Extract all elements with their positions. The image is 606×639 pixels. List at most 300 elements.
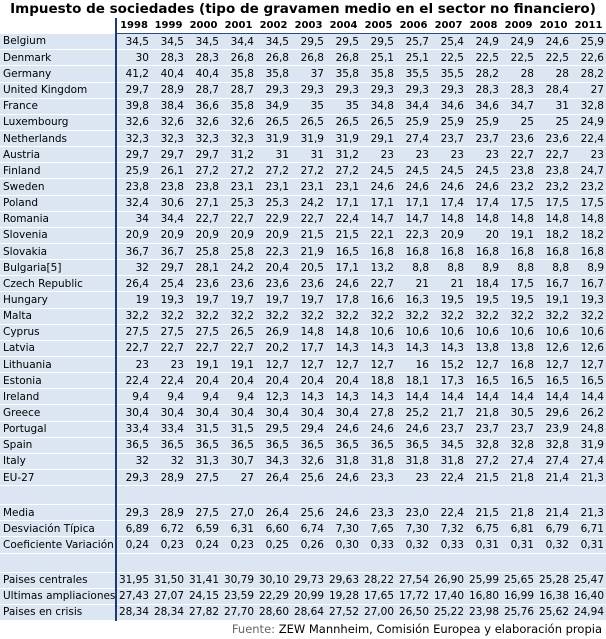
value-cell: 28,3 xyxy=(466,82,501,98)
spacer-cell xyxy=(186,553,221,572)
value-cell: 24,15 xyxy=(186,588,221,604)
row-label: Latvia xyxy=(0,340,116,356)
row-label: France xyxy=(0,98,116,114)
value-cell: 17,4 xyxy=(466,195,501,211)
value-cell: 14,3 xyxy=(326,340,361,356)
value-cell: 23,7 xyxy=(501,421,536,437)
value-cell: 28,34 xyxy=(151,604,186,620)
value-cell: 18,2 xyxy=(536,227,571,243)
value-cell: 34,4 xyxy=(151,211,186,227)
value-cell: 32,6 xyxy=(186,114,221,130)
value-cell: 40,4 xyxy=(186,66,221,82)
row-label: Malta xyxy=(0,308,116,324)
value-cell: 36,5 xyxy=(291,437,326,453)
value-cell: 27,07 xyxy=(151,588,186,604)
value-cell: 28,3 xyxy=(501,82,536,98)
value-cell: 16,38 xyxy=(536,588,571,604)
value-cell: 26,5 xyxy=(361,114,396,130)
country-row xyxy=(0,260,606,276)
value-cell: 14,3 xyxy=(396,340,431,356)
value-cell: 28,2 xyxy=(466,66,501,82)
value-cell: 25,76 xyxy=(501,604,536,620)
value-cell: 30,7 xyxy=(221,453,256,469)
value-cell: 26,5 xyxy=(256,114,291,130)
value-cell: 20,9 xyxy=(186,227,221,243)
value-cell: 16,8 xyxy=(396,243,431,259)
value-cell: 24,5 xyxy=(466,163,501,179)
value-cell: 23,1 xyxy=(326,179,361,195)
value-cell: 14,8 xyxy=(536,211,571,227)
value-cell: 29,4 xyxy=(291,421,326,437)
value-cell: 30 xyxy=(116,50,151,66)
value-cell: 34,5 xyxy=(186,34,221,50)
value-cell: 31,95 xyxy=(116,572,151,588)
value-cell: 23,8 xyxy=(151,179,186,195)
value-cell: 23 xyxy=(396,147,431,163)
value-cell: 30,4 xyxy=(116,405,151,421)
value-cell: 6,71 xyxy=(571,521,606,537)
value-cell: 34,4 xyxy=(221,34,256,50)
value-cell: 35,8 xyxy=(361,66,396,82)
value-cell: 23,2 xyxy=(571,179,606,195)
value-cell: 30,79 xyxy=(221,572,256,588)
value-cell: 17,1 xyxy=(361,195,396,211)
value-cell: 29,73 xyxy=(291,572,326,588)
table-body xyxy=(0,34,606,621)
value-cell: 19,1 xyxy=(186,356,221,372)
value-cell: 25,9 xyxy=(396,114,431,130)
value-cell: 27,5 xyxy=(151,324,186,340)
value-cell: 22,5 xyxy=(431,50,466,66)
value-cell: 22,7 xyxy=(221,340,256,356)
value-cell: 20,9 xyxy=(221,227,256,243)
spacer-cell xyxy=(256,553,291,572)
value-cell: 7,30 xyxy=(326,521,361,537)
value-cell: 14,8 xyxy=(466,211,501,227)
value-cell: 25,9 xyxy=(431,114,466,130)
value-cell: 16,5 xyxy=(571,373,606,389)
year-header: 2007 xyxy=(431,18,466,34)
value-cell: 9,4 xyxy=(116,389,151,405)
value-cell: 38,4 xyxy=(151,98,186,114)
stat-row xyxy=(0,505,606,521)
year-header: 2001 xyxy=(221,18,256,34)
value-cell: 31,3 xyxy=(186,453,221,469)
value-cell: 29,7 xyxy=(116,147,151,163)
value-cell: 20,9 xyxy=(256,227,291,243)
value-cell: 25,47 xyxy=(571,572,606,588)
value-cell: 23 xyxy=(431,147,466,163)
value-cell: 0,33 xyxy=(361,537,396,553)
value-cell: 22,7 xyxy=(536,147,571,163)
value-cell: 30,10 xyxy=(256,572,291,588)
value-cell: 27,2 xyxy=(221,163,256,179)
value-cell: 32,2 xyxy=(291,308,326,324)
spacer-cell xyxy=(361,553,396,572)
value-cell: 28,34 xyxy=(116,604,151,620)
value-cell: 26,1 xyxy=(151,163,186,179)
value-cell: 33,4 xyxy=(151,421,186,437)
country-row xyxy=(0,453,606,469)
country-row xyxy=(0,211,606,227)
spacer-cell xyxy=(466,486,501,505)
value-cell: 32,2 xyxy=(431,308,466,324)
value-cell: 0,25 xyxy=(256,537,291,553)
value-cell: 0,32 xyxy=(536,537,571,553)
value-cell: 32,2 xyxy=(256,308,291,324)
country-row xyxy=(0,324,606,340)
value-cell: 27,70 xyxy=(221,604,256,620)
value-cell: 17,1 xyxy=(326,260,361,276)
value-cell: 23 xyxy=(116,356,151,372)
value-cell: 34,6 xyxy=(431,98,466,114)
value-cell: 25,9 xyxy=(116,163,151,179)
year-header: 2004 xyxy=(326,18,361,34)
value-cell: 23,6 xyxy=(291,276,326,292)
value-cell: 22,29 xyxy=(256,588,291,604)
value-cell: 22,7 xyxy=(361,276,396,292)
value-cell: 17,5 xyxy=(501,276,536,292)
year-header: 2000 xyxy=(186,18,221,34)
value-cell: 12,7 xyxy=(256,356,291,372)
value-cell: 32 xyxy=(116,260,151,276)
value-cell: 31,2 xyxy=(221,147,256,163)
value-cell: 14,4 xyxy=(431,389,466,405)
value-cell: 19,1 xyxy=(536,292,571,308)
value-cell: 22,7 xyxy=(291,211,326,227)
value-cell: 27,5 xyxy=(116,324,151,340)
country-row xyxy=(0,82,606,98)
value-cell: 17,5 xyxy=(501,195,536,211)
value-cell: 27,43 xyxy=(116,588,151,604)
row-label: Estonia xyxy=(0,373,116,389)
spacer-cell xyxy=(501,553,536,572)
value-cell: 23,9 xyxy=(536,421,571,437)
spacer-cell xyxy=(501,486,536,505)
value-cell: 12,6 xyxy=(571,340,606,356)
value-cell: 12,7 xyxy=(361,356,396,372)
value-cell: 24,6 xyxy=(361,179,396,195)
row-label: Ireland xyxy=(0,389,116,405)
value-cell: 26,8 xyxy=(291,50,326,66)
value-cell: 0,24 xyxy=(116,537,151,553)
spacer-cell xyxy=(116,553,151,572)
value-cell: 28,9 xyxy=(151,469,186,485)
value-cell: 19,1 xyxy=(501,227,536,243)
value-cell: 24,6 xyxy=(431,179,466,195)
value-cell: 17,3 xyxy=(431,373,466,389)
value-cell: 32,3 xyxy=(116,130,151,146)
value-cell: 21,5 xyxy=(326,227,361,243)
value-cell: 6,72 xyxy=(151,521,186,537)
value-cell: 20,4 xyxy=(256,260,291,276)
table-title: Impuesto de sociedades (tipo de gravamen medio en el sector no financiero) xyxy=(10,1,596,17)
value-cell: 21,5 xyxy=(466,505,501,521)
value-cell: 6,79 xyxy=(536,521,571,537)
value-cell: 24,5 xyxy=(361,163,396,179)
value-cell: 26,4 xyxy=(256,469,291,485)
group-row xyxy=(0,604,606,620)
value-cell: 32,8 xyxy=(571,98,606,114)
country-row xyxy=(0,469,606,485)
value-cell: 22,3 xyxy=(396,227,431,243)
value-cell: 36,5 xyxy=(116,437,151,453)
value-cell: 36,6 xyxy=(186,98,221,114)
value-cell: 0,23 xyxy=(151,537,186,553)
value-cell: 39,8 xyxy=(116,98,151,114)
value-cell: 23,2 xyxy=(536,179,571,195)
value-cell: 35,5 xyxy=(431,66,466,82)
country-row xyxy=(0,179,606,195)
value-cell: 24,6 xyxy=(466,179,501,195)
value-cell: 0,31 xyxy=(466,537,501,553)
value-cell: 28,3 xyxy=(151,50,186,66)
value-cell: 25,1 xyxy=(396,50,431,66)
value-cell: 36,7 xyxy=(151,243,186,259)
value-cell: 7,30 xyxy=(396,521,431,537)
value-cell: 17,8 xyxy=(326,292,361,308)
year-header-row xyxy=(0,18,606,34)
value-cell: 12,7 xyxy=(326,356,361,372)
value-cell: 21 xyxy=(431,276,466,292)
value-cell: 25 xyxy=(501,114,536,130)
value-cell: 29,5 xyxy=(326,34,361,50)
value-cell: 34,8 xyxy=(361,98,396,114)
value-cell: 12,3 xyxy=(256,389,291,405)
value-cell: 32,2 xyxy=(326,308,361,324)
country-row xyxy=(0,163,606,179)
value-cell: 16 xyxy=(396,356,431,372)
value-cell: 34,3 xyxy=(256,453,291,469)
value-cell: 6,60 xyxy=(256,521,291,537)
spacer-cell xyxy=(536,553,571,572)
value-cell: 23,1 xyxy=(221,179,256,195)
value-cell: 25,8 xyxy=(186,243,221,259)
value-cell: 14,3 xyxy=(291,389,326,405)
country-row xyxy=(0,389,606,405)
value-cell: 24,8 xyxy=(571,421,606,437)
value-cell: 29,6 xyxy=(536,405,571,421)
spacer-cell xyxy=(571,553,606,572)
row-label: Coeficiente Variación xyxy=(0,537,116,553)
value-cell: 18,8 xyxy=(361,373,396,389)
value-cell: 34,5 xyxy=(256,34,291,50)
value-cell: 16,8 xyxy=(536,243,571,259)
value-cell: 14,7 xyxy=(396,211,431,227)
value-cell: 25,4 xyxy=(151,276,186,292)
value-cell: 24,9 xyxy=(501,34,536,50)
value-cell: 34,4 xyxy=(396,98,431,114)
value-cell: 23,6 xyxy=(536,130,571,146)
value-cell: 31,8 xyxy=(396,453,431,469)
value-cell: 28,3 xyxy=(186,50,221,66)
value-cell: 26,8 xyxy=(256,50,291,66)
value-cell: 32,2 xyxy=(186,308,221,324)
value-cell: 32,4 xyxy=(116,195,151,211)
value-cell: 32,2 xyxy=(116,308,151,324)
row-label: Paises en crisis xyxy=(0,604,116,620)
value-cell: 31,9 xyxy=(326,130,361,146)
value-cell: 28 xyxy=(536,66,571,82)
value-cell: 29,3 xyxy=(116,505,151,521)
value-cell: 28,7 xyxy=(186,82,221,98)
row-label: Germany xyxy=(0,66,116,82)
value-cell: 10,6 xyxy=(361,324,396,340)
value-cell: 30,6 xyxy=(151,195,186,211)
value-cell: 27 xyxy=(221,469,256,485)
value-cell: 32,8 xyxy=(536,437,571,453)
value-cell: 32,6 xyxy=(151,114,186,130)
value-cell: 17,1 xyxy=(326,195,361,211)
spacer-cell xyxy=(291,486,326,505)
value-cell: 28 xyxy=(501,66,536,82)
value-cell: 27,0 xyxy=(221,505,256,521)
value-cell: 25,8 xyxy=(221,243,256,259)
value-cell: 27,52 xyxy=(326,604,361,620)
value-cell: 23,3 xyxy=(361,469,396,485)
spacer-cell xyxy=(326,553,361,572)
value-cell: 24,6 xyxy=(361,421,396,437)
value-cell: 22,5 xyxy=(466,50,501,66)
value-cell: 6,31 xyxy=(221,521,256,537)
value-cell: 22,4 xyxy=(431,469,466,485)
value-cell: 31,5 xyxy=(221,421,256,437)
spacer-cell xyxy=(151,553,186,572)
spacer-cell xyxy=(0,553,116,572)
value-cell: 32,8 xyxy=(466,437,501,453)
value-cell: 32,2 xyxy=(221,308,256,324)
value-cell: 29,3 xyxy=(116,469,151,485)
value-cell: 22,4 xyxy=(571,130,606,146)
value-cell: 31,9 xyxy=(256,130,291,146)
value-cell: 25,6 xyxy=(291,505,326,521)
value-cell: 30,4 xyxy=(256,405,291,421)
row-label: Slovakia xyxy=(0,243,116,259)
value-cell: 16,8 xyxy=(501,356,536,372)
value-cell: 29,3 xyxy=(326,82,361,98)
value-cell: 32 xyxy=(151,453,186,469)
country-row xyxy=(0,276,606,292)
value-cell: 20,9 xyxy=(151,227,186,243)
row-label: Poland xyxy=(0,195,116,211)
value-cell: 32,6 xyxy=(291,453,326,469)
row-label: Finland xyxy=(0,163,116,179)
country-row xyxy=(0,50,606,66)
value-cell: 21,4 xyxy=(536,469,571,485)
value-cell: 19,7 xyxy=(291,292,326,308)
value-cell: 27,8 xyxy=(361,405,396,421)
value-cell: 9,4 xyxy=(186,389,221,405)
value-cell: 10,6 xyxy=(431,324,466,340)
value-cell: 25,22 xyxy=(431,604,466,620)
spacer-row xyxy=(0,486,606,505)
value-cell: 27 xyxy=(571,82,606,98)
value-cell: 19,1 xyxy=(221,356,256,372)
value-cell: 24,5 xyxy=(396,163,431,179)
value-cell: 24,2 xyxy=(291,195,326,211)
value-cell: 22,1 xyxy=(361,227,396,243)
value-cell: 24,6 xyxy=(326,469,361,485)
value-cell: 25,4 xyxy=(431,34,466,50)
value-cell: 14,7 xyxy=(361,211,396,227)
value-cell: 20,9 xyxy=(431,227,466,243)
spacer-cell xyxy=(221,553,256,572)
value-cell: 20 xyxy=(466,227,501,243)
value-cell: 31 xyxy=(291,147,326,163)
value-cell: 32,6 xyxy=(116,114,151,130)
row-label: Paises centrales xyxy=(0,572,116,588)
value-cell: 26,90 xyxy=(431,572,466,588)
value-cell: 0,23 xyxy=(221,537,256,553)
value-cell: 32,2 xyxy=(396,308,431,324)
value-cell: 23,0 xyxy=(396,505,431,521)
value-cell: 12,7 xyxy=(571,356,606,372)
value-cell: 36,5 xyxy=(151,437,186,453)
value-cell: 19,5 xyxy=(431,292,466,308)
value-cell: 31,5 xyxy=(186,421,221,437)
year-header: 2005 xyxy=(361,18,396,34)
value-cell: 13,8 xyxy=(501,340,536,356)
value-cell: 22,4 xyxy=(116,373,151,389)
row-label: Cyprus xyxy=(0,324,116,340)
value-cell: 6,59 xyxy=(186,521,221,537)
value-cell: 16,8 xyxy=(501,243,536,259)
value-cell: 30,5 xyxy=(501,405,536,421)
spacer-cell xyxy=(431,553,466,572)
value-cell: 20,4 xyxy=(186,373,221,389)
value-cell: 34,5 xyxy=(116,34,151,50)
value-cell: 28,4 xyxy=(536,82,571,98)
value-cell: 16,3 xyxy=(396,292,431,308)
value-cell: 32,3 xyxy=(151,130,186,146)
country-row xyxy=(0,437,606,453)
value-cell: 14,4 xyxy=(501,389,536,405)
value-cell: 28,7 xyxy=(221,82,256,98)
value-cell: 14,4 xyxy=(466,389,501,405)
value-cell: 20,99 xyxy=(291,588,326,604)
value-cell: 17,5 xyxy=(536,195,571,211)
value-cell: 22,5 xyxy=(536,50,571,66)
value-cell: 41,2 xyxy=(116,66,151,82)
value-cell: 22,5 xyxy=(501,50,536,66)
value-cell: 28,9 xyxy=(151,505,186,521)
value-cell: 19,7 xyxy=(256,292,291,308)
row-label: EU-27 xyxy=(0,469,116,485)
value-cell: 27,5 xyxy=(186,324,221,340)
year-header: 2010 xyxy=(536,18,571,34)
value-cell: 30,4 xyxy=(186,405,221,421)
value-cell: 23,59 xyxy=(221,588,256,604)
value-cell: 22,9 xyxy=(256,211,291,227)
value-cell: 23 xyxy=(571,147,606,163)
source-label: Fuente: xyxy=(231,622,276,636)
value-cell: 32,2 xyxy=(571,308,606,324)
year-header: 2011 xyxy=(571,18,606,34)
value-cell: 14,8 xyxy=(291,324,326,340)
value-cell: 7,65 xyxy=(361,521,396,537)
value-cell: 0,26 xyxy=(291,537,326,553)
value-cell: 26,5 xyxy=(221,324,256,340)
value-cell: 0,31 xyxy=(571,537,606,553)
value-cell: 23,8 xyxy=(186,179,221,195)
value-cell: 23,6 xyxy=(501,130,536,146)
value-cell: 23 xyxy=(361,147,396,163)
value-cell: 19,7 xyxy=(186,292,221,308)
row-label: Belgium xyxy=(0,34,116,50)
country-row xyxy=(0,292,606,308)
value-cell: 23,3 xyxy=(361,505,396,521)
value-cell: 31,9 xyxy=(571,437,606,453)
